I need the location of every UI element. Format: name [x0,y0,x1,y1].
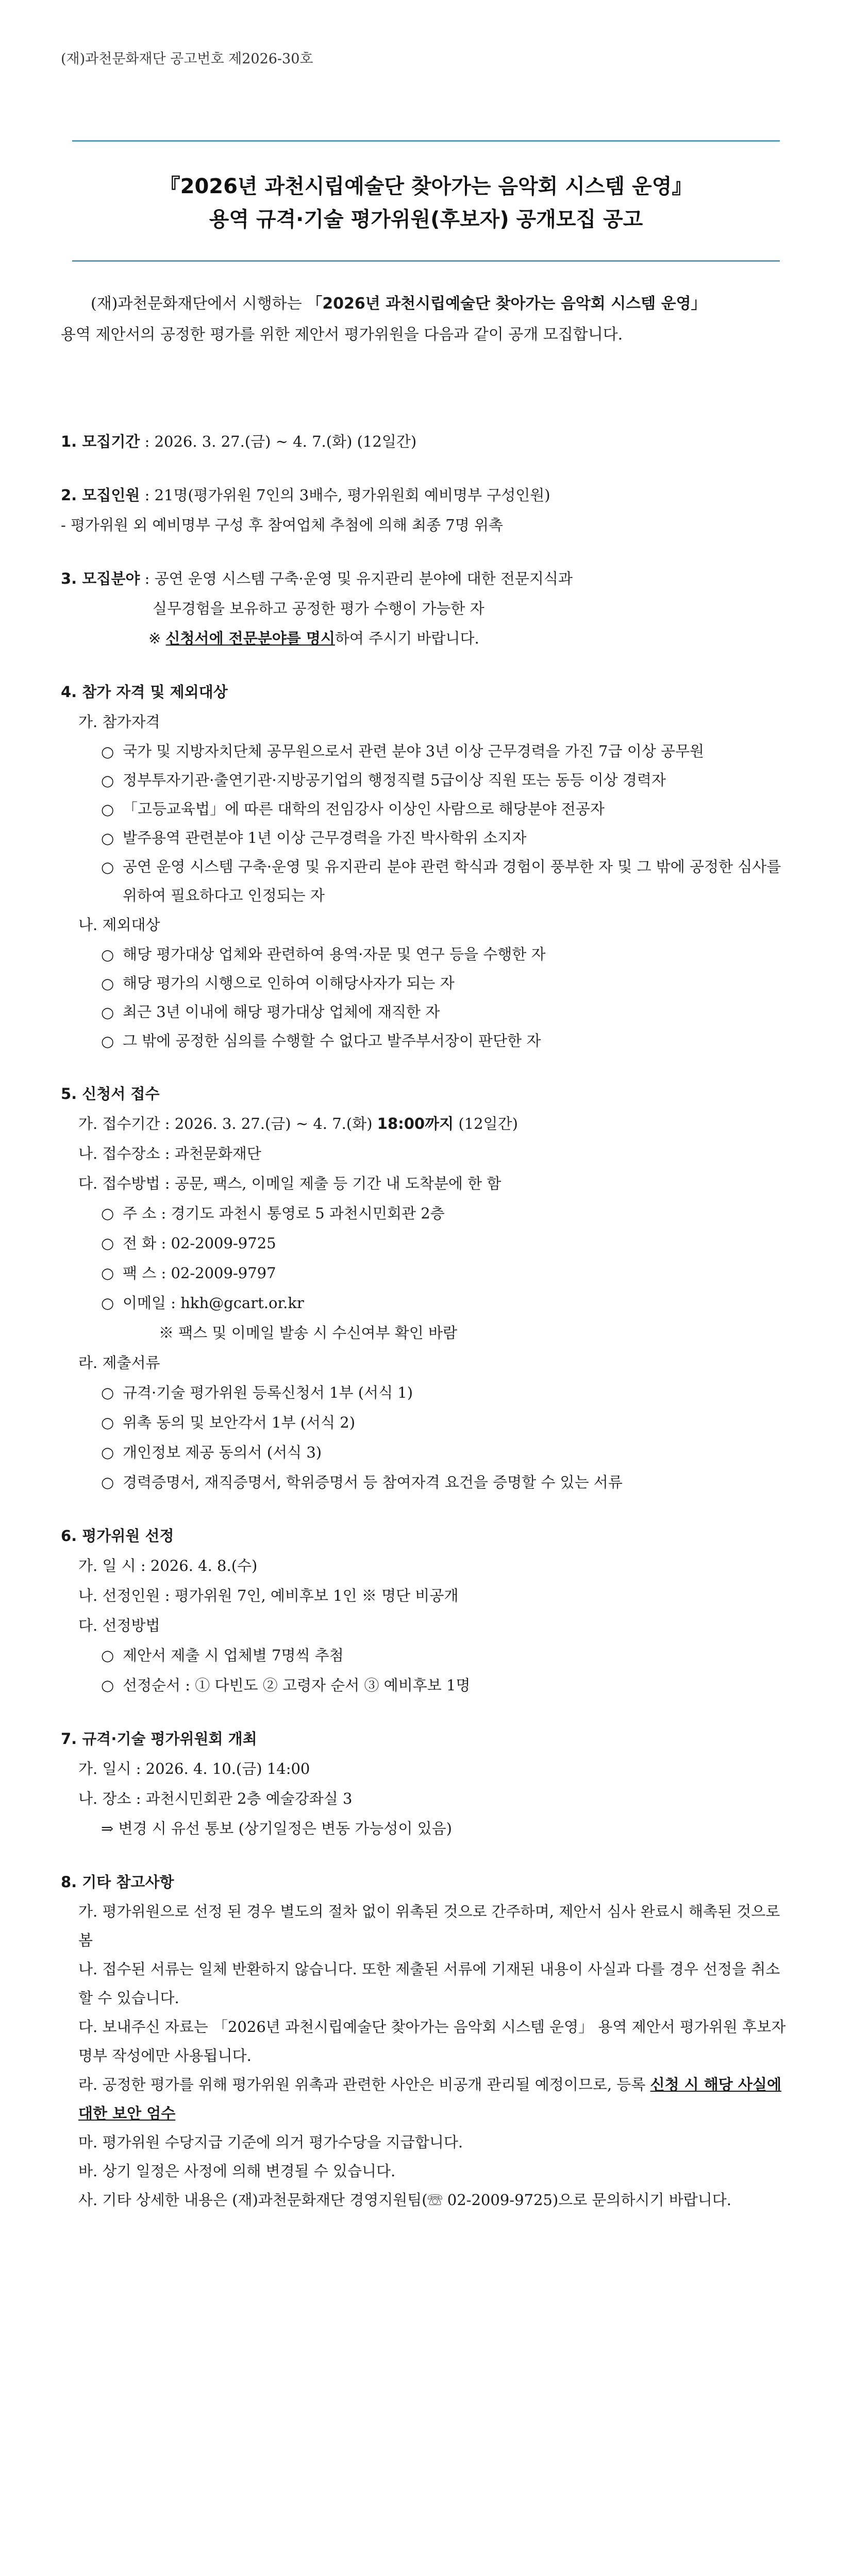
list-item-text: 그 밖에 공정한 심의를 수행할 수 없다고 발주부서장이 판단한 자 [123,1032,541,1049]
bullet-icon: ○ [101,1264,114,1282]
list-item [61,969,793,997]
section-recruit-count [61,480,793,540]
list-item-text: 위촉 동의 및 보안각서 1부 (서식 2) [123,1414,356,1431]
list-item-text: 전 화 : 02-2009-9725 [123,1234,276,1252]
bullet-icon: ○ [101,801,114,818]
intro-line-2: 용역 제안서의 공정한 평가를 위한 제안서 평가위원을 다음과 같이 공개 모집합니다. [61,326,623,344]
note-item: 나. 접수된 서류는 일체 반환하지 않습니다. 또한 제출된 서류에 기재된 내용이 사실과 다를 경우 선정을 취소할 수 있습니다. [78,1960,780,2007]
note-item: 다. 보내주신 자료는 「2026년 과천시립예술단 찾아가는 음악회 시스템 운영」 용역 제안서 평가위원 후보자 명부 작성에만 사용됩니다. [78,2018,786,2064]
note-emphasis: 신청서에 전문분야를 명시 [165,630,335,647]
bullet-icon: ○ [101,1444,114,1461]
intro-project-name: 「2026년 과천시립예술단 찾아가는 음악회 시스템 운영」 [307,295,707,313]
title-line-1: 『2026년 과천시립예술단 찾아가는 음악회 시스템 운영』 [159,175,693,198]
list-item-text: 주 소 : 경기도 과천시 통영로 5 과천시민회관 2층 [123,1205,445,1222]
subsection-place: 나. 접수장소 : 과천문화재단 [78,1145,261,1162]
list-item-text: 발주용역 관련분야 1년 이상 근무경력을 가진 박사학위 소지자 [123,829,527,846]
bullet-icon: ○ [101,1473,114,1491]
contact-note: ※ 팩스 및 이메일 발송 시 수신여부 확인 바람 [159,1324,457,1342]
note-item: 가. 평가위원으로 선정 된 경우 별도의 절차 없이 위촉된 것으로 간주하며, 제안서 심사 완료시 해촉된 것으로 봄 [78,1903,780,1949]
section-text-cont: 실무경험을 보유하고 공정한 평가 수행이 가능한 자 [153,600,485,617]
contact-fax [61,1258,793,1288]
section-heading: 3. 모집분야 [61,570,140,587]
subsection-place: 나. 장소 : 과천시민회관 2층 예술강좌실 3 [78,1790,353,1807]
intro-line-1 [61,289,793,319]
bullet-icon: ○ [101,829,114,847]
security-emphasis: 신청 시 해당 사실에 대한 보안 엄수 [78,2076,781,2122]
contact-address [61,1198,793,1228]
subsection-date: 가. 일시 : 2026. 4. 10.(금) 14:00 [78,1760,310,1777]
subsection-method: 다. 접수방법 : 공문, 팩스, 이메일 제출 등 기간 내 도착분에 한 함 [78,1175,502,1192]
section-heading: 8. 기타 참고사항 [61,1873,174,1891]
list-item-text: 선정순서 : ① 다빈도 ② 고령자 순서 ③ 예비후보 1명 [123,1676,471,1694]
list-item-text: 최근 3년 이내에 해당 평가대상 업체에 재직한 자 [123,1003,440,1021]
list-item [61,1670,793,1700]
list-item [61,940,793,969]
section-application [61,1079,793,1497]
change-note: ⇒ 변경 시 유선 통보 (상기일정은 변동 가능성이 있음) [101,1820,452,1837]
note-item: 사. 기타 상세한 내용은 (재)과천문화재단 경영지원팀(☏ 02-2009-9725)으로 문의하시기 바랍니다. [78,2191,731,2209]
bullet-icon: ○ [101,1294,114,1312]
bullet-icon: ○ [101,975,114,992]
bullet-icon: ○ [101,1032,114,1050]
list-item [61,794,793,823]
list-item [61,997,793,1026]
subsection-period [61,1109,793,1139]
intro-paragraph [61,289,793,350]
list-item [61,1437,793,1467]
contact-phone [61,1228,793,1258]
list-item-text: 제안서 제출 시 업체별 7명씩 추첨 [123,1647,344,1664]
bullet-icon: ○ [101,1414,114,1431]
list-item [61,852,793,910]
section-text: : 공연 운영 시스템 구축·운영 및 유지관리 분야에 대한 전문지식과 [140,570,573,587]
bullet-icon: ○ [101,1004,114,1021]
list-item [61,1640,793,1670]
intro-prefix: (재)과천문화재단에서 시행하는 [91,295,307,313]
subsection-label: 라. 제출서류 [78,1354,160,1371]
section-heading: 4. 참가 자격 및 제외대상 [61,683,228,701]
note-suffix: 하여 주시기 바랍니다. [335,630,479,647]
list-item [61,1378,793,1408]
section-recruit-field [61,564,793,653]
list-item [61,1467,793,1497]
list-item-text: 정부투자기관·출연기관·지방공기업의 행정직렬 5급이상 직원 또는 동등 이상 경력자 [123,771,666,789]
bullet-icon: ○ [101,946,114,963]
deadline-emphasis: 18:00까지 [377,1115,454,1132]
bullet-icon: ○ [101,1647,114,1664]
section-note: - 평가위원 외 예비명부 구성 후 참여업체 추첨에 의해 최종 7명 위촉 [61,516,504,534]
list-item-text: 이메일 : hkh@gcart.or.kr [123,1294,304,1312]
period-suffix: (12일간) [454,1115,518,1132]
section-heading: 5. 신청서 접수 [61,1085,160,1103]
title-rule-bottom [72,260,780,262]
note-item: 마. 평가위원 수당지급 기준에 의거 평가수당을 지급합니다. [78,2133,463,2151]
note-item: 바. 상기 일정은 사정에 의해 변경될 수 있습니다. [78,2162,396,2180]
section-note [61,623,793,653]
bullet-icon: ○ [101,1205,114,1222]
bullet-icon: ○ [101,858,114,876]
section-heading: 7. 규격·기술 평가위원회 개최 [61,1730,257,1748]
list-item-text: 경력증명서, 재직증명서, 학위증명서 등 참여자격 요건을 증명할 수 있는 서류 [123,1473,623,1491]
period-text: 가. 접수기간 : 2026. 3. 27.(금) ~ 4. 7.(화) [78,1115,377,1132]
bullet-icon: ○ [101,743,114,760]
list-item-text: 팩 스 : 02-2009-9797 [123,1264,276,1282]
subsection-label: 나. 제외대상 [78,916,160,934]
announcement-body [61,427,793,2214]
list-item-text: 「고등교육법」에 따른 대학의 전임강사 이상인 사람으로 해당분야 전공자 [123,800,605,818]
contact-email [61,1288,793,1318]
section-text: : 21명(평가위원 7인의 3배수, 평가위원회 예비명부 구성인원) [140,486,550,504]
list-item [61,1408,793,1437]
subsection-count: 나. 선정인원 : 평가위원 7인, 예비후보 1인 ※ 명단 비공개 [78,1587,459,1604]
list-item [61,737,793,766]
list-item-text: 해당 평가의 시행으로 인하여 이해당사자가 되는 자 [123,974,455,992]
notice-number: (재)과천문화재단 공고번호 제2026-30호 [61,51,313,67]
page-title [72,170,780,236]
section-heading: 1. 모집기간 [61,433,140,450]
section-committee [61,1724,793,1843]
list-item [61,823,793,852]
title-rule-top [72,140,780,142]
list-item-text: 공연 운영 시스템 구축·운영 및 유지관리 분야 관련 학식과 경험이 풍부한 자 및 그 밖에 공정한 심사를 위하여 필요하다고 인정되는 자 [123,858,781,904]
list-item [61,766,793,794]
bullet-icon: ○ [101,1234,114,1252]
list-item-text: 규격·기술 평가위원 등록신청서 1부 (서식 1) [123,1384,413,1401]
note-text: 라. 공정한 평가를 위해 평가위원 위촉과 관련한 사안은 비공개 관리될 예정이므로, 등록 [78,2076,650,2093]
subsection-label: 다. 선정방법 [78,1617,160,1634]
section-heading: 2. 모집인원 [61,486,140,504]
section-heading: 6. 평가위원 선정 [61,1527,174,1545]
subsection-date: 가. 일 시 : 2026. 4. 8.(수) [78,1557,258,1574]
section-eligibility [61,677,793,1055]
subsection-label: 가. 참가자격 [78,713,160,731]
section-recruit-period [61,427,793,456]
note-item-security [61,2070,793,2128]
title-line-2: 용역 규격·기술 평가위원(후보자) 공개모집 공고 [209,208,643,231]
note-mark: ※ [148,630,166,647]
list-item-text: 개인정보 제공 동의서 (서식 3) [123,1444,322,1461]
bullet-icon: ○ [101,772,114,789]
bullet-icon: ○ [101,1384,114,1401]
section-text: : 2026. 3. 27.(금) ~ 4. 7.(화) (12일간) [140,433,417,450]
section-selection [61,1521,793,1700]
section-other-notes [61,1867,793,2214]
list-item-text: 해당 평가대상 업체와 관련하여 용역·자문 및 연구 등을 수행한 자 [123,945,546,963]
bullet-icon: ○ [101,1676,114,1694]
list-item-text: 국가 및 지방자치단체 공무원으로서 관련 분야 3년 이상 근무경력을 가진 7급 이상 공무원 [123,742,705,760]
list-item [61,1026,793,1055]
